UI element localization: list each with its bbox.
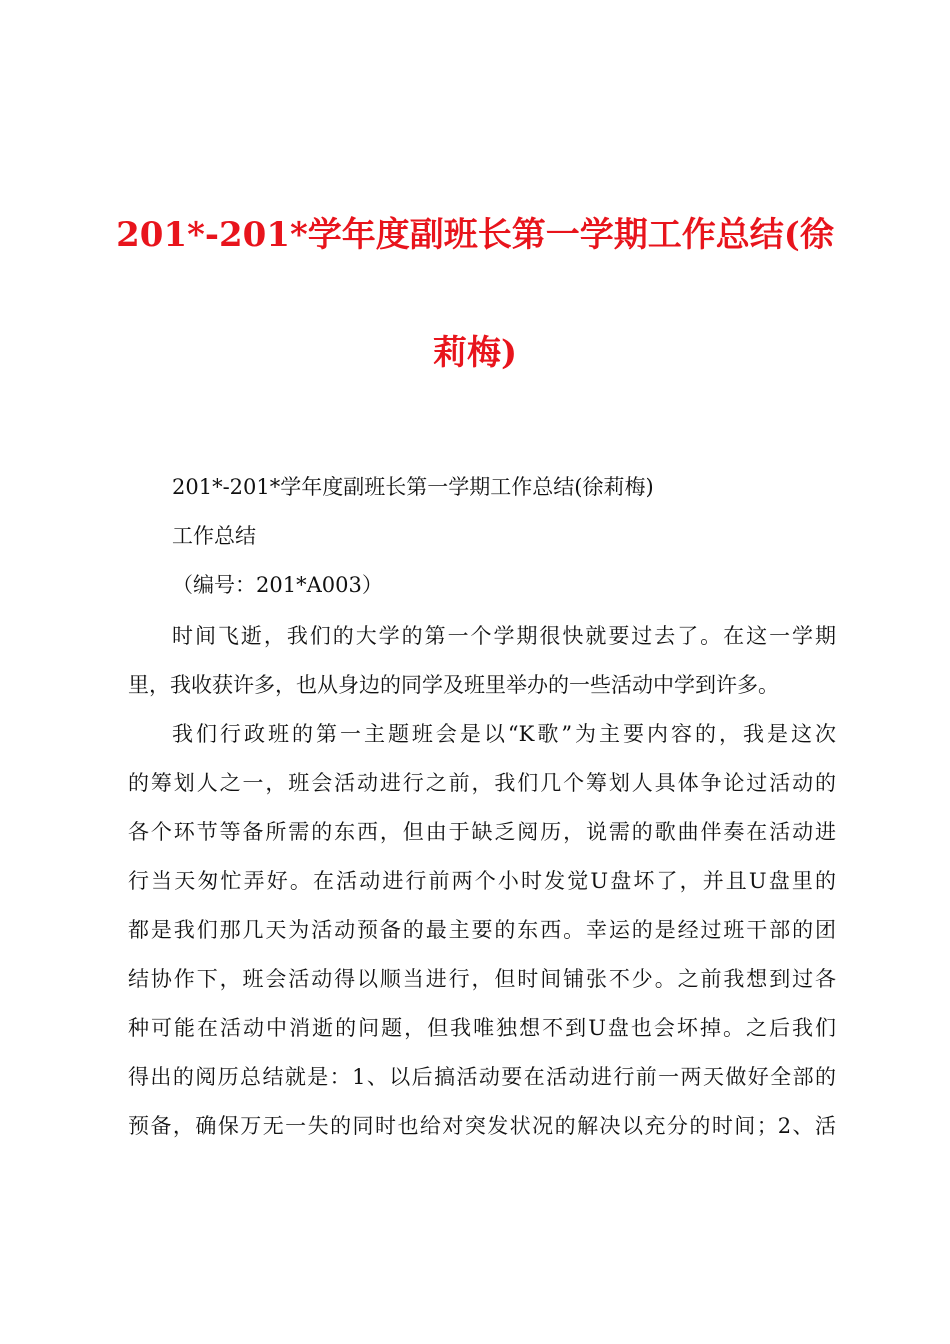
section-label: 工作总结 xyxy=(172,524,256,548)
paragraph1-line: 时间飞逝，我们的大学的第一个学期很快就要过去了。在这一学期 xyxy=(172,624,836,648)
document-body xyxy=(128,0,836,1344)
paragraph2-line: 种可能在活动中消逝的问题，但我唯独想不到U盘也会坏掉。之后我们 xyxy=(128,1016,836,1040)
document-title-line-2: 莉梅) xyxy=(432,333,518,373)
paragraph2-line: 预备，确保万无一失的同时也给对突发状况的解决以充分的时间；2、活 xyxy=(128,1114,836,1138)
paragraph2-line: 结协作下，班会活动得以顺当进行，但时间铺张不少。之前我想到过各 xyxy=(128,967,836,991)
paragraph2-line: 的筹划人之一，班会活动进行之前，我们几个筹划人具体争论过活动的 xyxy=(128,771,836,795)
paragraph2-line: 都是我们那几天为活动预备的最主要的东西。幸运的是经过班干部的团 xyxy=(128,918,836,942)
paragraph2-line: 我们行政班的第一主题班会是以“K歌”为主要内容的，我是这次 xyxy=(172,722,836,746)
doc-number: （编号：201*A003） xyxy=(172,573,383,597)
paragraph2-line: 行当天匆忙弄好。在活动进行前两个小时发觉U盘坏了，并且U盘里的 xyxy=(128,869,836,893)
paragraph1-line: 里，我收获许多，也从身边的同学及班里举办的一些活动中学到许多。 xyxy=(128,673,779,697)
subtitle: 201*-201*学年度副班长第一学期工作总结(徐莉梅) xyxy=(172,475,654,499)
document-title-line-1: 201*-201*学年度副班长第一学期工作总结(徐 xyxy=(116,215,834,255)
paragraph2-line: 各个环节等备所需的东西，但由于缺乏阅历，说需的歌曲伴奏在活动进 xyxy=(128,820,836,844)
paragraph2-line: 得出的阅历总结就是：1、以后搞活动要在活动进行前一两天做好全部的 xyxy=(128,1065,836,1089)
